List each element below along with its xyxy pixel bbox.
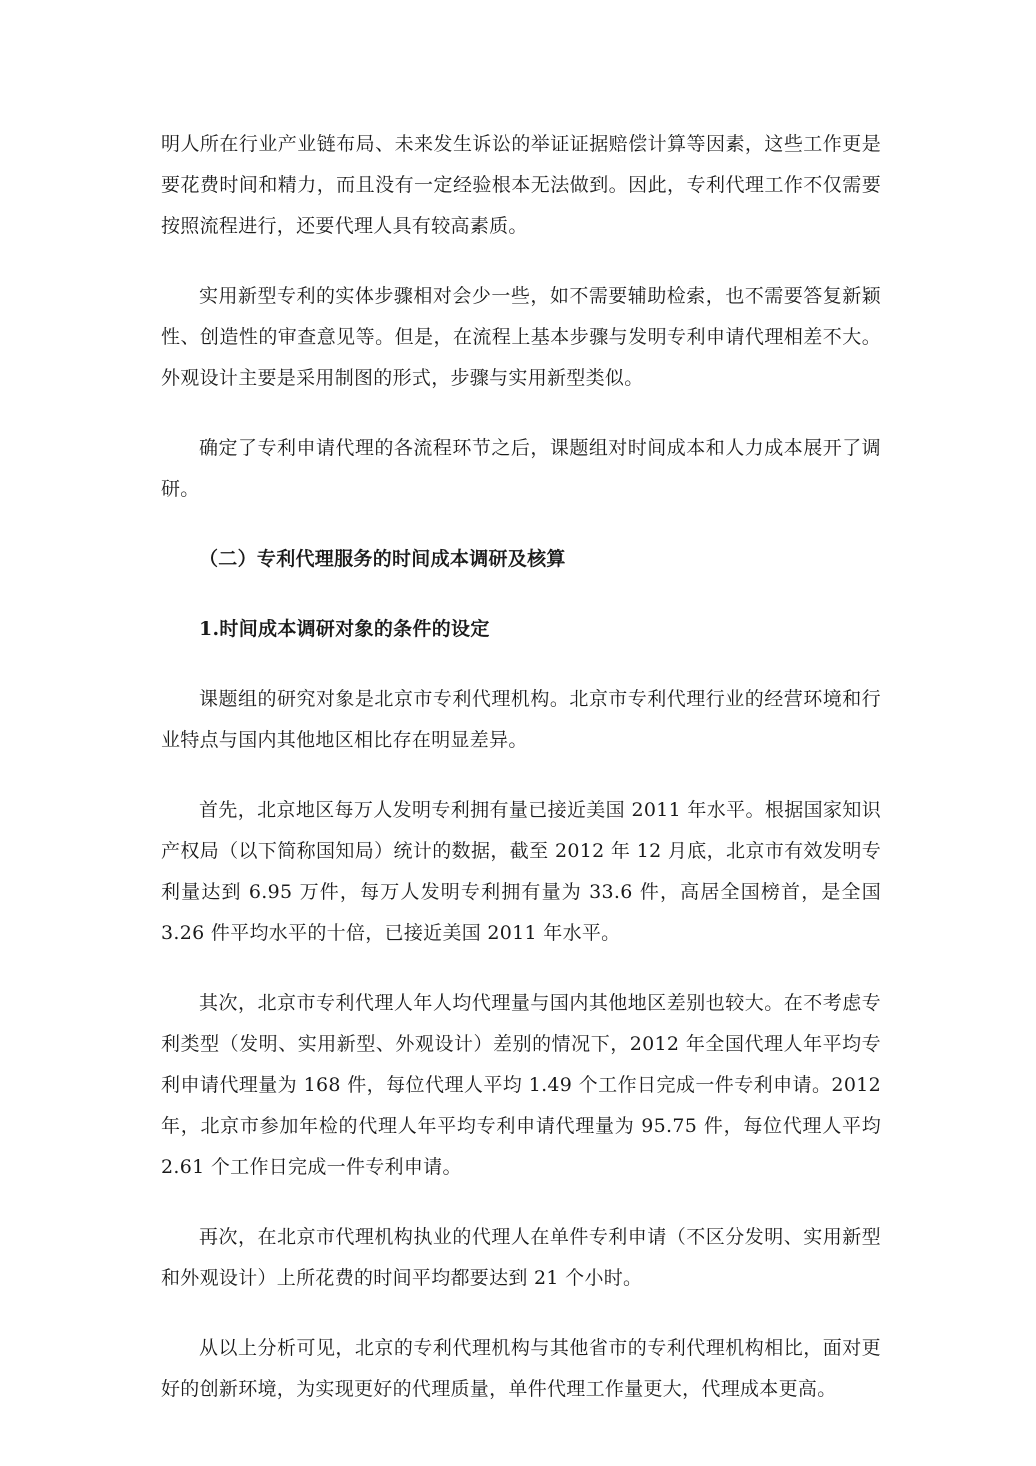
paragraph-research-object: 课题组的研究对象是北京市专利代理机构。北京市专利代理行业的经营环境和行业特点与国内其他地区相比存在明显差异。 <box>161 688 881 751</box>
paragraph-second: 其次，北京市专利代理人年人均代理量与国内其他地区差别也较大。在不考虑专利类型（发明、实用新型、外观设计）差别的情况下，2012 年全国代理人年平均专利申请代理量为 168 件，每位代理人平均 1.49 个工作日完成一件专利申请。2012 年，北京市参加年检的代理人年平均专利申请代理量为 95.75 件，每位代理人平均 2.61 个工作日完成一件专利申请。 <box>161 992 881 1178</box>
paragraph-utility-model: 实用新型专利的实体步骤相对会少一些，如不需要辅助检索，也不需要答复新颖性、创造性的审查意见等。但是，在流程上基本步骤与发明专利申请代理相差不大。外观设计主要是采用制图的形式，步骤与实用新型类似。 <box>161 285 881 389</box>
document-body <box>161 124 881 1439</box>
paragraph-first: 首先，北京地区每万人发明专利拥有量已接近美国 2011 年水平。根据国家知识产权局（以下简称国知局）统计的数据，截至 2012 年 12 月底，北京市有效发明专利量达到 6.95 万件，每万人发明专利拥有量为 33.6 件，高居全国榜首，是全国 3.26 件平均水平的十倍，已接近美国 2011 年水平。 <box>161 799 881 944</box>
paragraph-conclusion: 从以上分析可见，北京的专利代理机构与其他省市的专利代理机构相比，面对更好的创新环境，为实现更好的代理质量，单件代理工作量更大，代理成本更高。 <box>161 1337 881 1400</box>
section-heading: （二）专利代理服务的时间成本调研及核算 <box>199 548 566 570</box>
subsection-heading: 1.时间成本调研对象的条件的设定 <box>199 618 490 640</box>
paragraph-research-intro: 确定了专利申请代理的各流程环节之后，课题组对时间成本和人力成本展开了调研。 <box>161 437 881 500</box>
paragraph-third: 再次，在北京市代理机构执业的代理人在单件专利申请（不区分发明、实用新型和外观设计）上所花费的时间平均都要达到 21 个小时。 <box>161 1226 881 1289</box>
paragraph-continuation: 明人所在行业产业链布局、未来发生诉讼的举证证据赔偿计算等因素，这些工作更是要花费时间和精力，而且没有一定经验根本无法做到。因此，专利代理工作不仅需要按照流程进行，还要代理人具有较高素质。 <box>161 133 881 237</box>
